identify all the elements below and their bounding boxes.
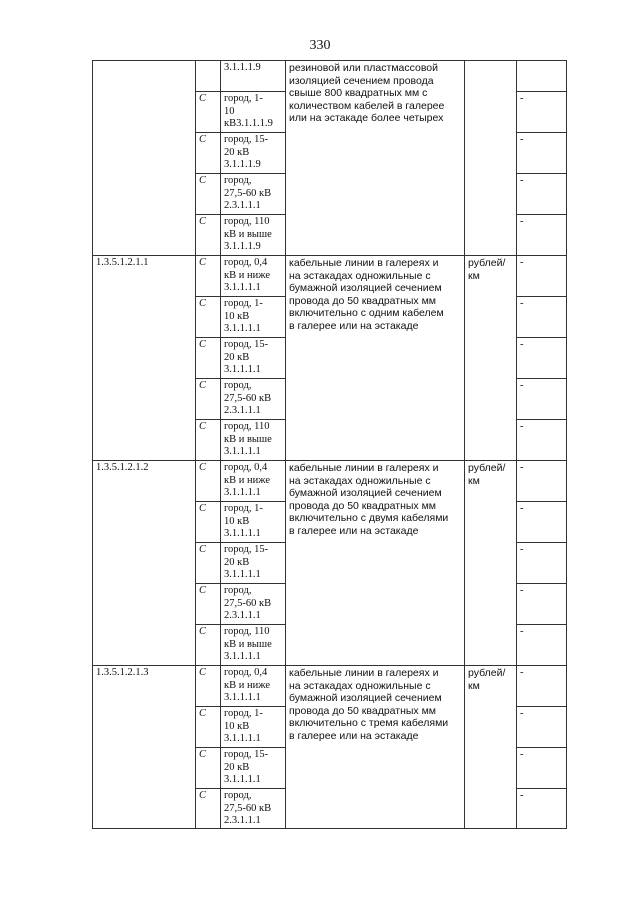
region-cell <box>221 666 286 707</box>
region-line: город, 15- <box>224 749 269 760</box>
table-row <box>93 256 567 297</box>
description-cell <box>286 461 465 666</box>
description-line: на эстакадах одножильные с <box>289 269 431 282</box>
value-cell: - <box>517 461 567 502</box>
region-line: город, 110 <box>224 421 270 432</box>
region-line: город, <box>224 790 252 801</box>
region-line: 27,5-60 кВ <box>224 187 272 199</box>
region-line: кВ и выше <box>224 638 272 650</box>
region-line: город, 15- <box>224 134 269 145</box>
region-line: город, 1- <box>224 298 263 309</box>
value-cell: - <box>517 379 567 420</box>
region-line: 10 <box>224 105 235 117</box>
description-line: изоляцией сечением провода <box>289 74 434 87</box>
description-line: бумажной изоляцией сечением <box>289 282 442 294</box>
region-line: кВ и ниже <box>224 679 270 691</box>
region-line: город, 15- <box>224 544 269 555</box>
unit-cell <box>465 256 517 461</box>
description-line: провода до 50 квадратных мм <box>289 499 437 512</box>
table-body <box>93 61 567 829</box>
description-line: в галерее или на эстакаде <box>289 524 419 537</box>
flag-cell: С <box>196 666 221 707</box>
code-cell <box>93 61 196 256</box>
unit-line: км <box>468 269 480 282</box>
region-line: 10 кВ <box>224 310 250 322</box>
code-cell: 1.3.5.1.2.1.3 <box>93 666 196 829</box>
description-line: провода до 50 квадратных мм <box>289 294 437 307</box>
region-line: город, <box>224 175 252 186</box>
unit-line: рублей/ <box>468 667 506 679</box>
region-cell <box>221 174 286 215</box>
region-line: 3.1.1.1.1 <box>224 692 261 703</box>
value-cell: - <box>517 584 567 625</box>
region-line: 27,5-60 кВ <box>224 597 272 609</box>
description-line: на эстакадах одножильные с <box>289 474 431 487</box>
region-line: 27,5-60 кВ <box>224 392 272 404</box>
value-cell: - <box>517 215 567 256</box>
description-line: бумажной изоляцией сечением <box>289 692 442 704</box>
region-cell <box>221 502 286 543</box>
flag-cell: С <box>196 502 221 543</box>
value-cell <box>517 61 567 92</box>
region-line: город, 1- <box>224 93 263 104</box>
region-line: 3.1.1.1.9 <box>224 159 261 170</box>
code-cell: 1.3.5.1.2.1.2 <box>93 461 196 666</box>
description-cell <box>286 256 465 461</box>
value-cell: - <box>517 502 567 543</box>
region-cell <box>221 420 286 461</box>
region-line: 3.1.1.1.1 <box>224 774 261 785</box>
value-cell: - <box>517 789 567 829</box>
region-line: город, 1- <box>224 708 263 719</box>
region-cell <box>221 92 286 133</box>
region-cell <box>221 379 286 420</box>
region-line: 20 кВ <box>224 146 250 158</box>
value-cell: - <box>517 420 567 461</box>
code-cell: 1.3.5.1.2.1.1 <box>93 256 196 461</box>
value-cell: - <box>517 297 567 338</box>
value-cell: - <box>517 256 567 297</box>
flag-cell: С <box>196 338 221 379</box>
description-line: кабельные линии в галереях и <box>289 257 439 269</box>
region-line: 3.1.1.1.1 <box>224 487 261 498</box>
region-cell <box>221 584 286 625</box>
region-line: кВ и выше <box>224 228 272 240</box>
value-cell: - <box>517 543 567 584</box>
region-line: кВ и ниже <box>224 474 270 486</box>
description-line: включительно с двумя кабелями <box>289 512 449 524</box>
region-cell <box>221 625 286 666</box>
description-cell <box>286 61 465 256</box>
region-line: 20 кВ <box>224 556 250 568</box>
unit-line: км <box>468 474 480 487</box>
description-line: кабельные линии в галереях и <box>289 462 439 474</box>
region-line: 3.1.1.1.1 <box>224 569 261 580</box>
description-line: провода до 50 квадратных мм <box>289 704 437 717</box>
description-cell <box>286 666 465 829</box>
region-line: 3.1.1.1.1 <box>224 364 261 375</box>
unit-line: рублей/ <box>468 462 506 474</box>
region-line: 10 кВ <box>224 515 250 527</box>
flag-cell: С <box>196 174 221 215</box>
flag-cell: С <box>196 256 221 297</box>
region-cell <box>221 133 286 174</box>
description-line: на эстакадах одножильные с <box>289 679 431 692</box>
region-cell <box>221 707 286 748</box>
description-line: включительно с тремя кабелями <box>289 717 449 729</box>
flag-cell: С <box>196 420 221 461</box>
region-line: 3.1.1.1.9 <box>224 62 261 73</box>
unit-cell <box>465 461 517 666</box>
region-line: 3.1.1.1.1 <box>224 651 261 662</box>
flag-cell: С <box>196 92 221 133</box>
region-cell <box>221 748 286 789</box>
region-line: 3.1.1.1.1 <box>224 323 261 334</box>
description-line: в галерее или на эстакаде <box>289 729 419 742</box>
region-line: 2.3.1.1.1 <box>224 200 261 211</box>
region-line: 2.3.1.1.1 <box>224 610 261 621</box>
description-line: кабельные линии в галереях и <box>289 667 439 679</box>
value-cell: - <box>517 748 567 789</box>
region-line: 3.1.1.1.1 <box>224 528 261 539</box>
region-line: 3.1.1.1.1 <box>224 282 261 293</box>
flag-cell: С <box>196 133 221 174</box>
flag-cell: С <box>196 789 221 829</box>
description-line: свыше 800 квадратных мм с <box>289 87 428 99</box>
flag-cell: С <box>196 543 221 584</box>
region-line: 3.1.1.1.1 <box>224 446 261 457</box>
unit-cell <box>465 61 517 256</box>
description-line: количеством кабелей в галерее <box>289 99 445 112</box>
flag-cell: С <box>196 584 221 625</box>
region-cell <box>221 789 286 829</box>
flag-cell: С <box>196 748 221 789</box>
tariff-table <box>92 60 567 829</box>
region-cell <box>221 256 286 297</box>
value-cell: - <box>517 666 567 707</box>
flag-cell: С <box>196 707 221 748</box>
region-line: город, 1- <box>224 503 263 514</box>
region-line: город, 110 <box>224 216 270 227</box>
flag-cell: С <box>196 625 221 666</box>
unit-cell <box>465 666 517 829</box>
table-row <box>93 666 567 707</box>
table-row <box>93 461 567 502</box>
region-line: кВ и выше <box>224 433 272 445</box>
region-line: город, 0,4 <box>224 667 268 678</box>
flag-cell: С <box>196 379 221 420</box>
region-line: 20 кВ <box>224 761 250 773</box>
region-cell <box>221 461 286 502</box>
description-line: бумажной изоляцией сечением <box>289 487 442 499</box>
region-line: 3.1.1.1.9 <box>224 241 261 252</box>
region-line: кВ3.1.1.1.9 <box>224 118 273 129</box>
flag-cell: С <box>196 215 221 256</box>
unit-line: км <box>468 679 480 692</box>
description-line: включительно с одним кабелем <box>289 307 444 319</box>
region-line: 27,5-60 кВ <box>224 802 272 814</box>
region-line: кВ и ниже <box>224 269 270 281</box>
region-line: 3.1.1.1.1 <box>224 733 261 744</box>
page-number: 330 <box>309 38 331 53</box>
region-line: город, 15- <box>224 339 269 350</box>
value-cell: - <box>517 625 567 666</box>
region-line: город, 0,4 <box>224 462 268 473</box>
region-line: город, 110 <box>224 626 270 637</box>
description-line: резиновой или пластмассовой <box>289 62 439 74</box>
value-cell: - <box>517 338 567 379</box>
region-line: город, <box>224 585 252 596</box>
value-cell: - <box>517 174 567 215</box>
region-line: 20 кВ <box>224 351 250 363</box>
value-cell: - <box>517 92 567 133</box>
value-cell: - <box>517 133 567 174</box>
description-line: или на эстакаде более четырех <box>289 112 444 124</box>
flag-cell: С <box>196 461 221 502</box>
flag-cell <box>196 61 221 92</box>
region-line: 2.3.1.1.1 <box>224 405 261 416</box>
region-line: 2.3.1.1.1 <box>224 815 261 826</box>
flag-cell: С <box>196 297 221 338</box>
region-line: город, <box>224 380 252 391</box>
region-line: город, 0,4 <box>224 257 268 268</box>
region-cell <box>221 215 286 256</box>
table-row <box>93 61 567 92</box>
region-cell <box>221 61 286 92</box>
region-cell <box>221 543 286 584</box>
region-cell <box>221 297 286 338</box>
unit-line: рублей/ <box>468 257 506 269</box>
region-cell <box>221 338 286 379</box>
value-cell: - <box>517 707 567 748</box>
region-line: 10 кВ <box>224 720 250 732</box>
description-line: в галерее или на эстакаде <box>289 319 419 332</box>
